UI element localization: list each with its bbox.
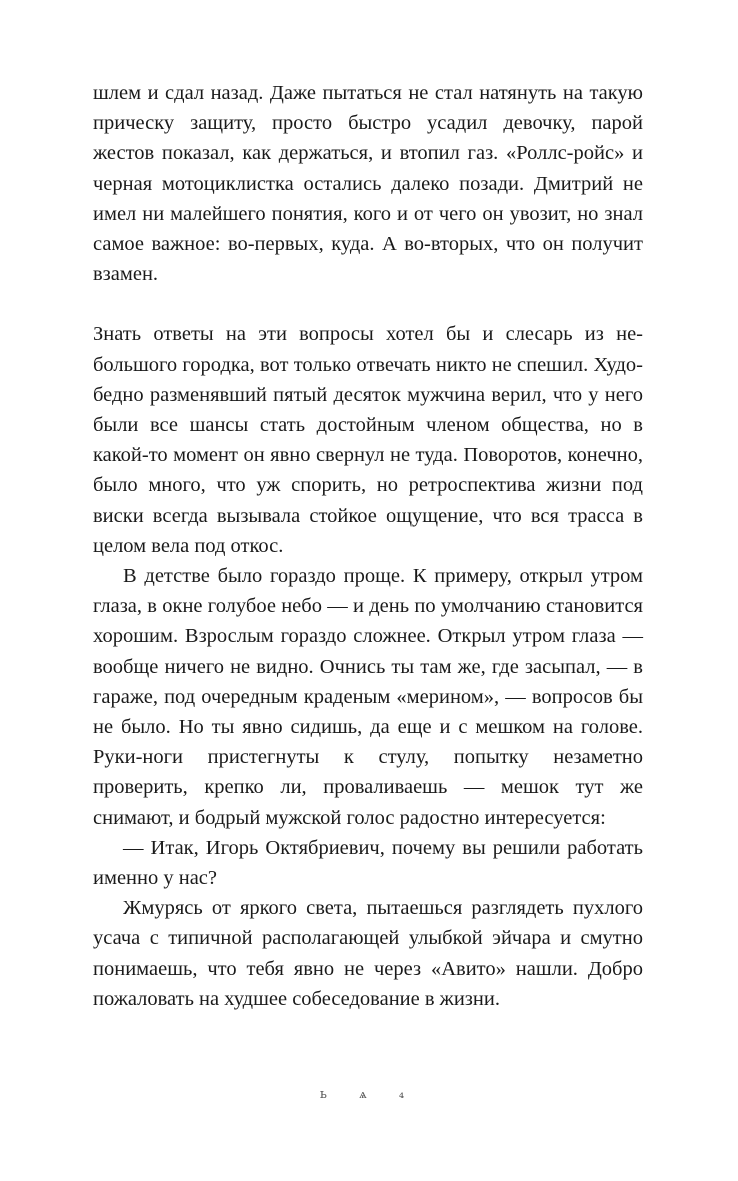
paragraph: Жмурясь от яркого света, пытаешься разглядеть пухлого усача с типичной располагающей улыбкой эйчара и смутно понимаешь, что тебя явно не через «Авито» нашли. Добро пожаловать на худшее собеседование в жизни. — [93, 897, 643, 1010]
section-break — [93, 289, 643, 319]
paragraph: шлем и сдал назад. Даже пытаться не стал натянуть на такую прическу защиту, просто быстро усадил девочку, парой жестов показал, как держаться, и втопил газ. «Роллс-ройс» и черная мотоциклистка остались далеко позади. Дмитрий не имел ни малейшего понятия, кого и от чего он увозит, но знал самое важное: во-первых, куда. А во-вторых, что он получит взамен. — [93, 82, 643, 286]
page-ornament: ь ѧ ₄ — [319, 1087, 419, 1102]
book-page — [93, 78, 643, 1014]
paragraph: Знать ответы на эти вопросы хотел бы и слесарь из небольшого городка, вот только отвечать никто не спешил. Худо-бедно разменявший пятый десяток мужчина верил, что у него были все шансы стать достойным членом общества, но в какой-то момент он явно свернул не туда. Поворотов, конечно, было много, что уж спорить, но ретроспектива жизни под виски всегда вызывала стойкое ощущение, что вся трасса в целом вела под откос. — [93, 323, 643, 557]
section-2 — [93, 319, 643, 1014]
paragraph: — Итак, Игорь Октябриевич, почему вы решили работать именно у нас? — [93, 836, 643, 890]
section-1 — [93, 78, 643, 289]
paragraph: В детстве было гораздо проще. К примеру, открыл утром глаза, в окне голубое небо — и день по умолчанию становится хорошим. Взрослым гораздо сложнее. Открыл утром глаза — вообще ничего не видно. Очнись ты там же, где засыпал, — в гараже, под очередным краденым «мерином», — вопросов бы не было. Но ты явно сидишь, да еще и с мешком на голове. Руки-ноги пристегнуты к стулу, попытку незаметно проверить, крепко ли, проваливаешь — мешок тут же снимают, и бодрый мужской голос радостно интересуется: — [93, 565, 643, 829]
